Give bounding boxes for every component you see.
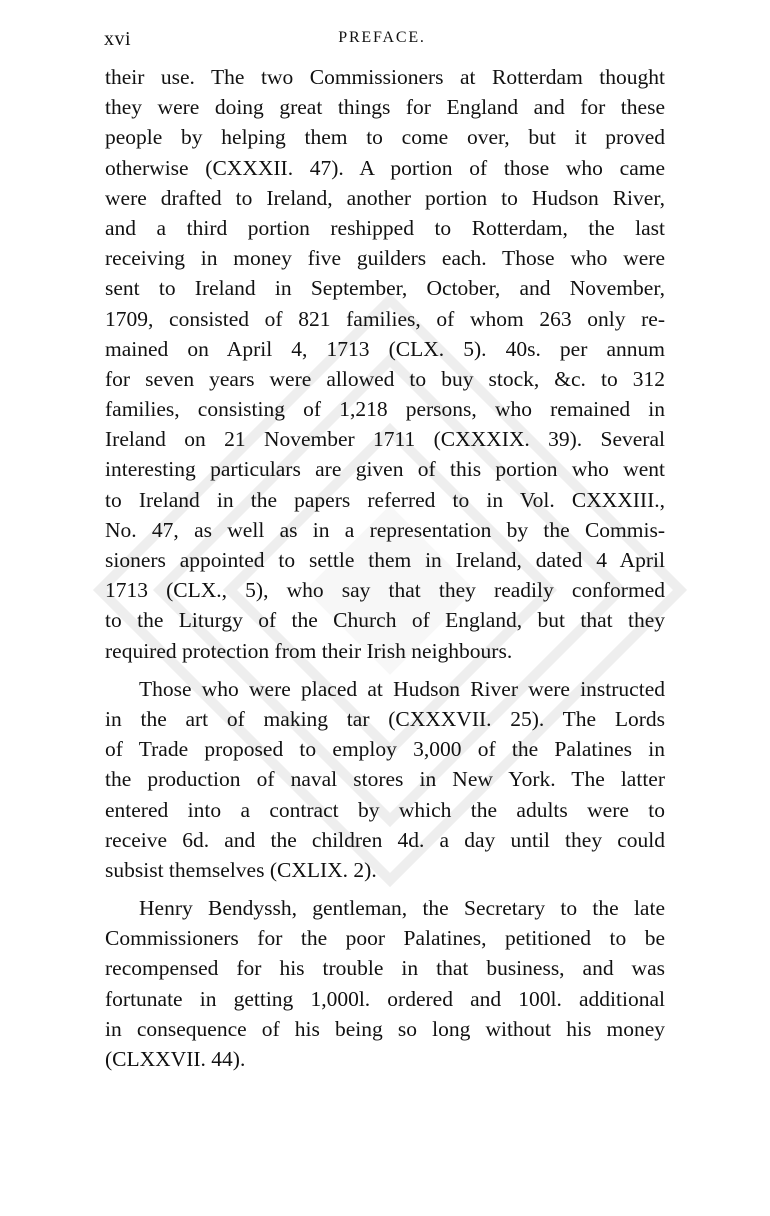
text-line: No. 47, as well as in a representation by the Commis-: [105, 517, 665, 542]
text-line: Henry Bendyssh, gentleman, the Secretary to the late: [139, 896, 665, 921]
text-line: and a third portion reshipped to Rotterdam, the last: [105, 215, 665, 240]
text-line: people by helping them to come over, but it proved: [105, 125, 665, 150]
text-line: 1709, consisted of 821 families, of whom 263 only re-: [105, 306, 665, 331]
text-line: to Ireland in the papers referred to in Vol. CXXXIII.,: [105, 487, 665, 512]
text-line: fortunate in getting 1,000l. ordered and 100l. additional: [105, 986, 665, 1011]
page-header: [104, 28, 660, 58]
text-line: of Trade proposed to employ 3,000 of the Palatines in: [105, 737, 665, 762]
paragraph-1: [105, 62, 665, 666]
text-line: were drafted to Ireland, another portion to Hudson River,: [105, 185, 665, 210]
text-line: Those who were placed at Hudson River were instructed: [139, 676, 665, 701]
text-line: the production of naval stores in New York. The latter: [105, 767, 665, 792]
text-line: sent to Ireland in September, October, and November,: [105, 276, 665, 301]
text-line: Commissioners for the poor Palatines, petitioned to be: [105, 926, 665, 951]
text-line: they were doing great things for England and for these: [105, 95, 665, 120]
paragraph-gap: [105, 885, 665, 893]
text-line: families, consisting of 1,218 persons, who remained in: [105, 397, 665, 422]
text-line: entered into a contract by which the adults were to: [105, 797, 665, 822]
text-line: 1713 (CLX., 5), who say that they readily conformed: [105, 578, 665, 603]
body-text: [105, 62, 665, 1074]
text-line: otherwise (CXXXII. 47). A portion of those who came: [105, 155, 665, 180]
text-line: receiving in money five guilders each. Those who were: [105, 246, 665, 271]
text-line: recompensed for his trouble in that business, and was: [105, 956, 665, 981]
text-line: (CLXXVII. 44).: [105, 1047, 246, 1071]
text-line: receive 6d. and the children 4d. a day until they could: [105, 827, 665, 852]
text-line: required protection from their Irish neighbours.: [105, 638, 513, 663]
page-number: xvi: [104, 28, 132, 50]
running-title: PREFACE.: [338, 29, 426, 46]
paragraph-3: [105, 893, 665, 1074]
text-line: subsist themselves (CXLIX. 2).: [105, 857, 377, 882]
text-line: their use. The two Commissioners at Rotterdam thought: [105, 65, 665, 89]
text-line: sioners appointed to settle them in Ireland, dated 4 April: [105, 548, 665, 572]
text-line: interesting particulars are given of this portion who went: [105, 457, 665, 482]
text-line: Ireland on 21 November 1711 (CXXXIX. 39). Several: [105, 427, 665, 452]
text-line: in consequence of his being so long without his money: [105, 1016, 665, 1041]
text-line: for seven years were allowed to buy stock, &c. to 312: [105, 366, 665, 391]
paragraph-gap: [105, 666, 665, 674]
text-line: to the Liturgy of the Church of England, but that they: [105, 608, 665, 633]
text-line: mained on April 4, 1713 (CLX. 5). 40s. per annum: [105, 336, 665, 361]
paragraph-2: [105, 674, 665, 885]
text-line: in the art of making tar (CXXXVII. 25). The Lords: [105, 706, 665, 731]
